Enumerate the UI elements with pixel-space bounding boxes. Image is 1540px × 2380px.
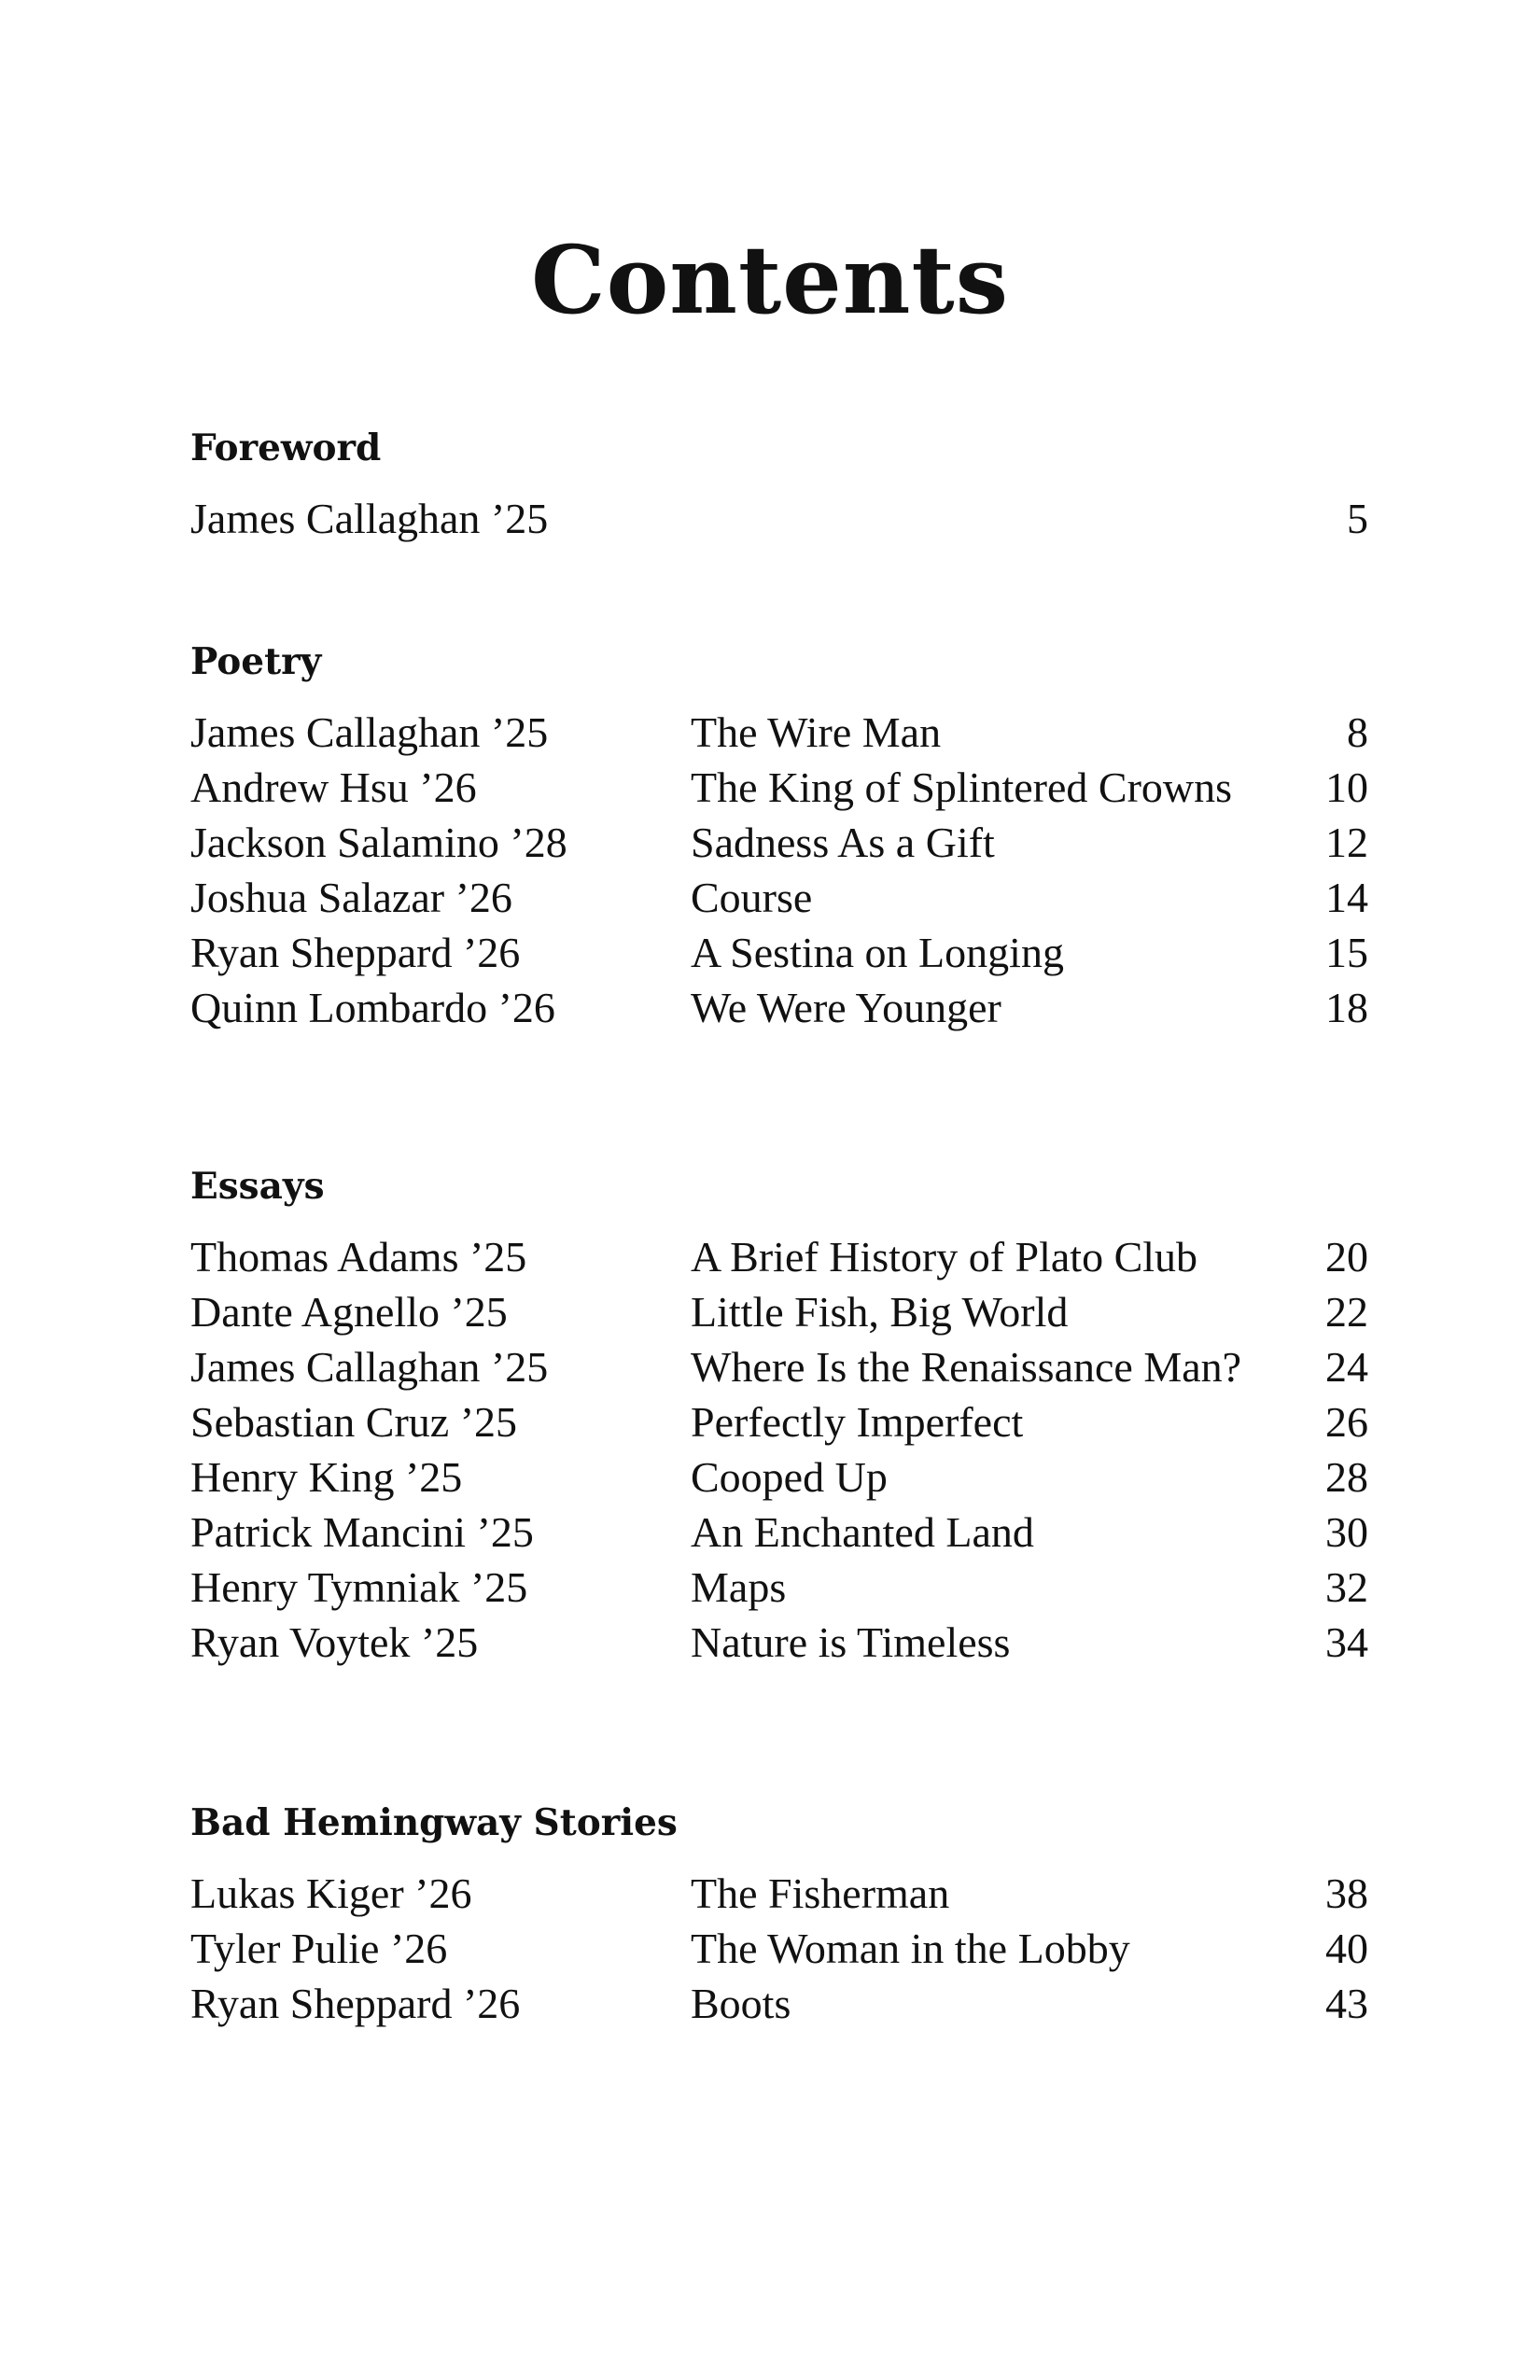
entry-title: Perfectly Imperfect (691, 1398, 1024, 1446)
entry-author: James Callaghan ’25 (190, 708, 549, 756)
entry-author: Dante Agnello ’25 (190, 1288, 508, 1336)
toc-entry[interactable] (190, 1866, 1368, 1921)
toc-entry[interactable] (190, 1560, 1368, 1615)
entry-page-number: 24 (1325, 1343, 1368, 1391)
entry-page-number: 26 (1325, 1398, 1368, 1446)
section-heading: Foreword (190, 427, 382, 469)
toc-entry[interactable] (190, 815, 1368, 870)
toc-entry[interactable] (190, 705, 1368, 760)
entry-page-number: 18 (1325, 984, 1368, 1031)
toc-entry[interactable] (190, 1284, 1368, 1339)
entry-title: An Enchanted Land (691, 1508, 1034, 1556)
entry-title: The Woman in the Lobby (691, 1925, 1130, 1972)
page-title: Contents (530, 225, 1009, 335)
entry-title: A Sestina on Longing (691, 929, 1064, 976)
entry-page-number: 30 (1325, 1508, 1368, 1556)
entry-title: The Wire Man (691, 708, 942, 756)
entry-title: Little Fish, Big World (691, 1288, 1069, 1336)
entry-author: Thomas Adams ’25 (190, 1233, 527, 1281)
entry-page-number: 34 (1325, 1618, 1368, 1666)
entry-title: Maps (691, 1563, 787, 1611)
entry-title: Sadness As a Gift (691, 819, 995, 866)
entry-title: The Fisherman (691, 1869, 950, 1917)
entry-page-number: 5 (1347, 495, 1368, 542)
entry-author: James Callaghan ’25 (190, 1343, 549, 1391)
entry-page-number: 8 (1347, 708, 1368, 756)
toc-entry[interactable] (190, 760, 1368, 815)
toc-entry[interactable] (190, 1339, 1368, 1394)
toc-entry[interactable] (190, 491, 1368, 546)
toc-entry[interactable] (190, 980, 1368, 1035)
entry-author: Jackson Salamino ’28 (190, 819, 567, 866)
entry-title: Where Is the Renaissance Man? (691, 1343, 1242, 1391)
section-essays (190, 1158, 1368, 1670)
section-poetry (190, 634, 1368, 1035)
entry-page-number: 14 (1325, 874, 1368, 921)
toc-entry[interactable] (190, 925, 1368, 980)
entry-author: Ryan Sheppard ’26 (190, 929, 521, 976)
entry-author: Patrick Mancini ’25 (190, 1508, 534, 1556)
entry-page-number: 12 (1325, 819, 1368, 866)
section-heading: Essays (190, 1165, 325, 1208)
entry-author: James Callaghan ’25 (190, 495, 549, 542)
section-foreword (190, 420, 1368, 546)
entry-author: Lukas Kiger ’26 (190, 1869, 472, 1917)
entry-title: The King of Splintered Crowns (691, 763, 1233, 811)
entry-page-number: 10 (1325, 763, 1368, 811)
toc-entry[interactable] (190, 1615, 1368, 1670)
entry-author: Henry Tymniak ’25 (190, 1563, 528, 1611)
entry-author: Ryan Voytek ’25 (190, 1618, 479, 1666)
entry-title: A Brief History of Plato Club (691, 1233, 1198, 1281)
toc-entry[interactable] (190, 1505, 1368, 1560)
toc-entry[interactable] (190, 1449, 1368, 1505)
entry-author: Joshua Salazar ’26 (190, 874, 512, 921)
entry-author: Sebastian Cruz ’25 (190, 1398, 518, 1446)
entry-page-number: 32 (1325, 1563, 1368, 1611)
entry-author: Quinn Lombardo ’26 (190, 984, 555, 1031)
entry-author: Ryan Sheppard ’26 (190, 1980, 521, 2027)
entry-page-number: 38 (1325, 1869, 1368, 1917)
section-heading: Bad Hemingway Stories (190, 1801, 678, 1844)
entry-author: Andrew Hsu ’26 (190, 763, 477, 811)
entry-page-number: 20 (1325, 1233, 1368, 1281)
toc-entry[interactable] (190, 1229, 1368, 1284)
entry-author: Henry King ’25 (190, 1453, 463, 1501)
entry-page-number: 15 (1325, 929, 1368, 976)
section-heading: Poetry (190, 640, 322, 683)
toc-entry[interactable] (190, 870, 1368, 925)
toc-entry[interactable] (190, 1921, 1368, 1976)
entry-page-number: 40 (1325, 1925, 1368, 1972)
entry-title: Nature is Timeless (691, 1618, 1011, 1666)
entry-author: Tyler Pulie ’26 (190, 1925, 448, 1972)
toc-entry[interactable] (190, 1976, 1368, 2031)
entry-page-number: 43 (1325, 1980, 1368, 2027)
entry-page-number: 28 (1325, 1453, 1368, 1501)
entry-title: We Were Younger (691, 984, 1001, 1031)
entry-title: Course (691, 874, 813, 921)
entry-title: Boots (691, 1980, 791, 2027)
entry-page-number: 22 (1325, 1288, 1368, 1336)
toc-entry[interactable] (190, 1394, 1368, 1449)
entry-title: Cooped Up (691, 1453, 888, 1501)
section-bad-hemingway-stories (190, 1795, 1368, 2031)
